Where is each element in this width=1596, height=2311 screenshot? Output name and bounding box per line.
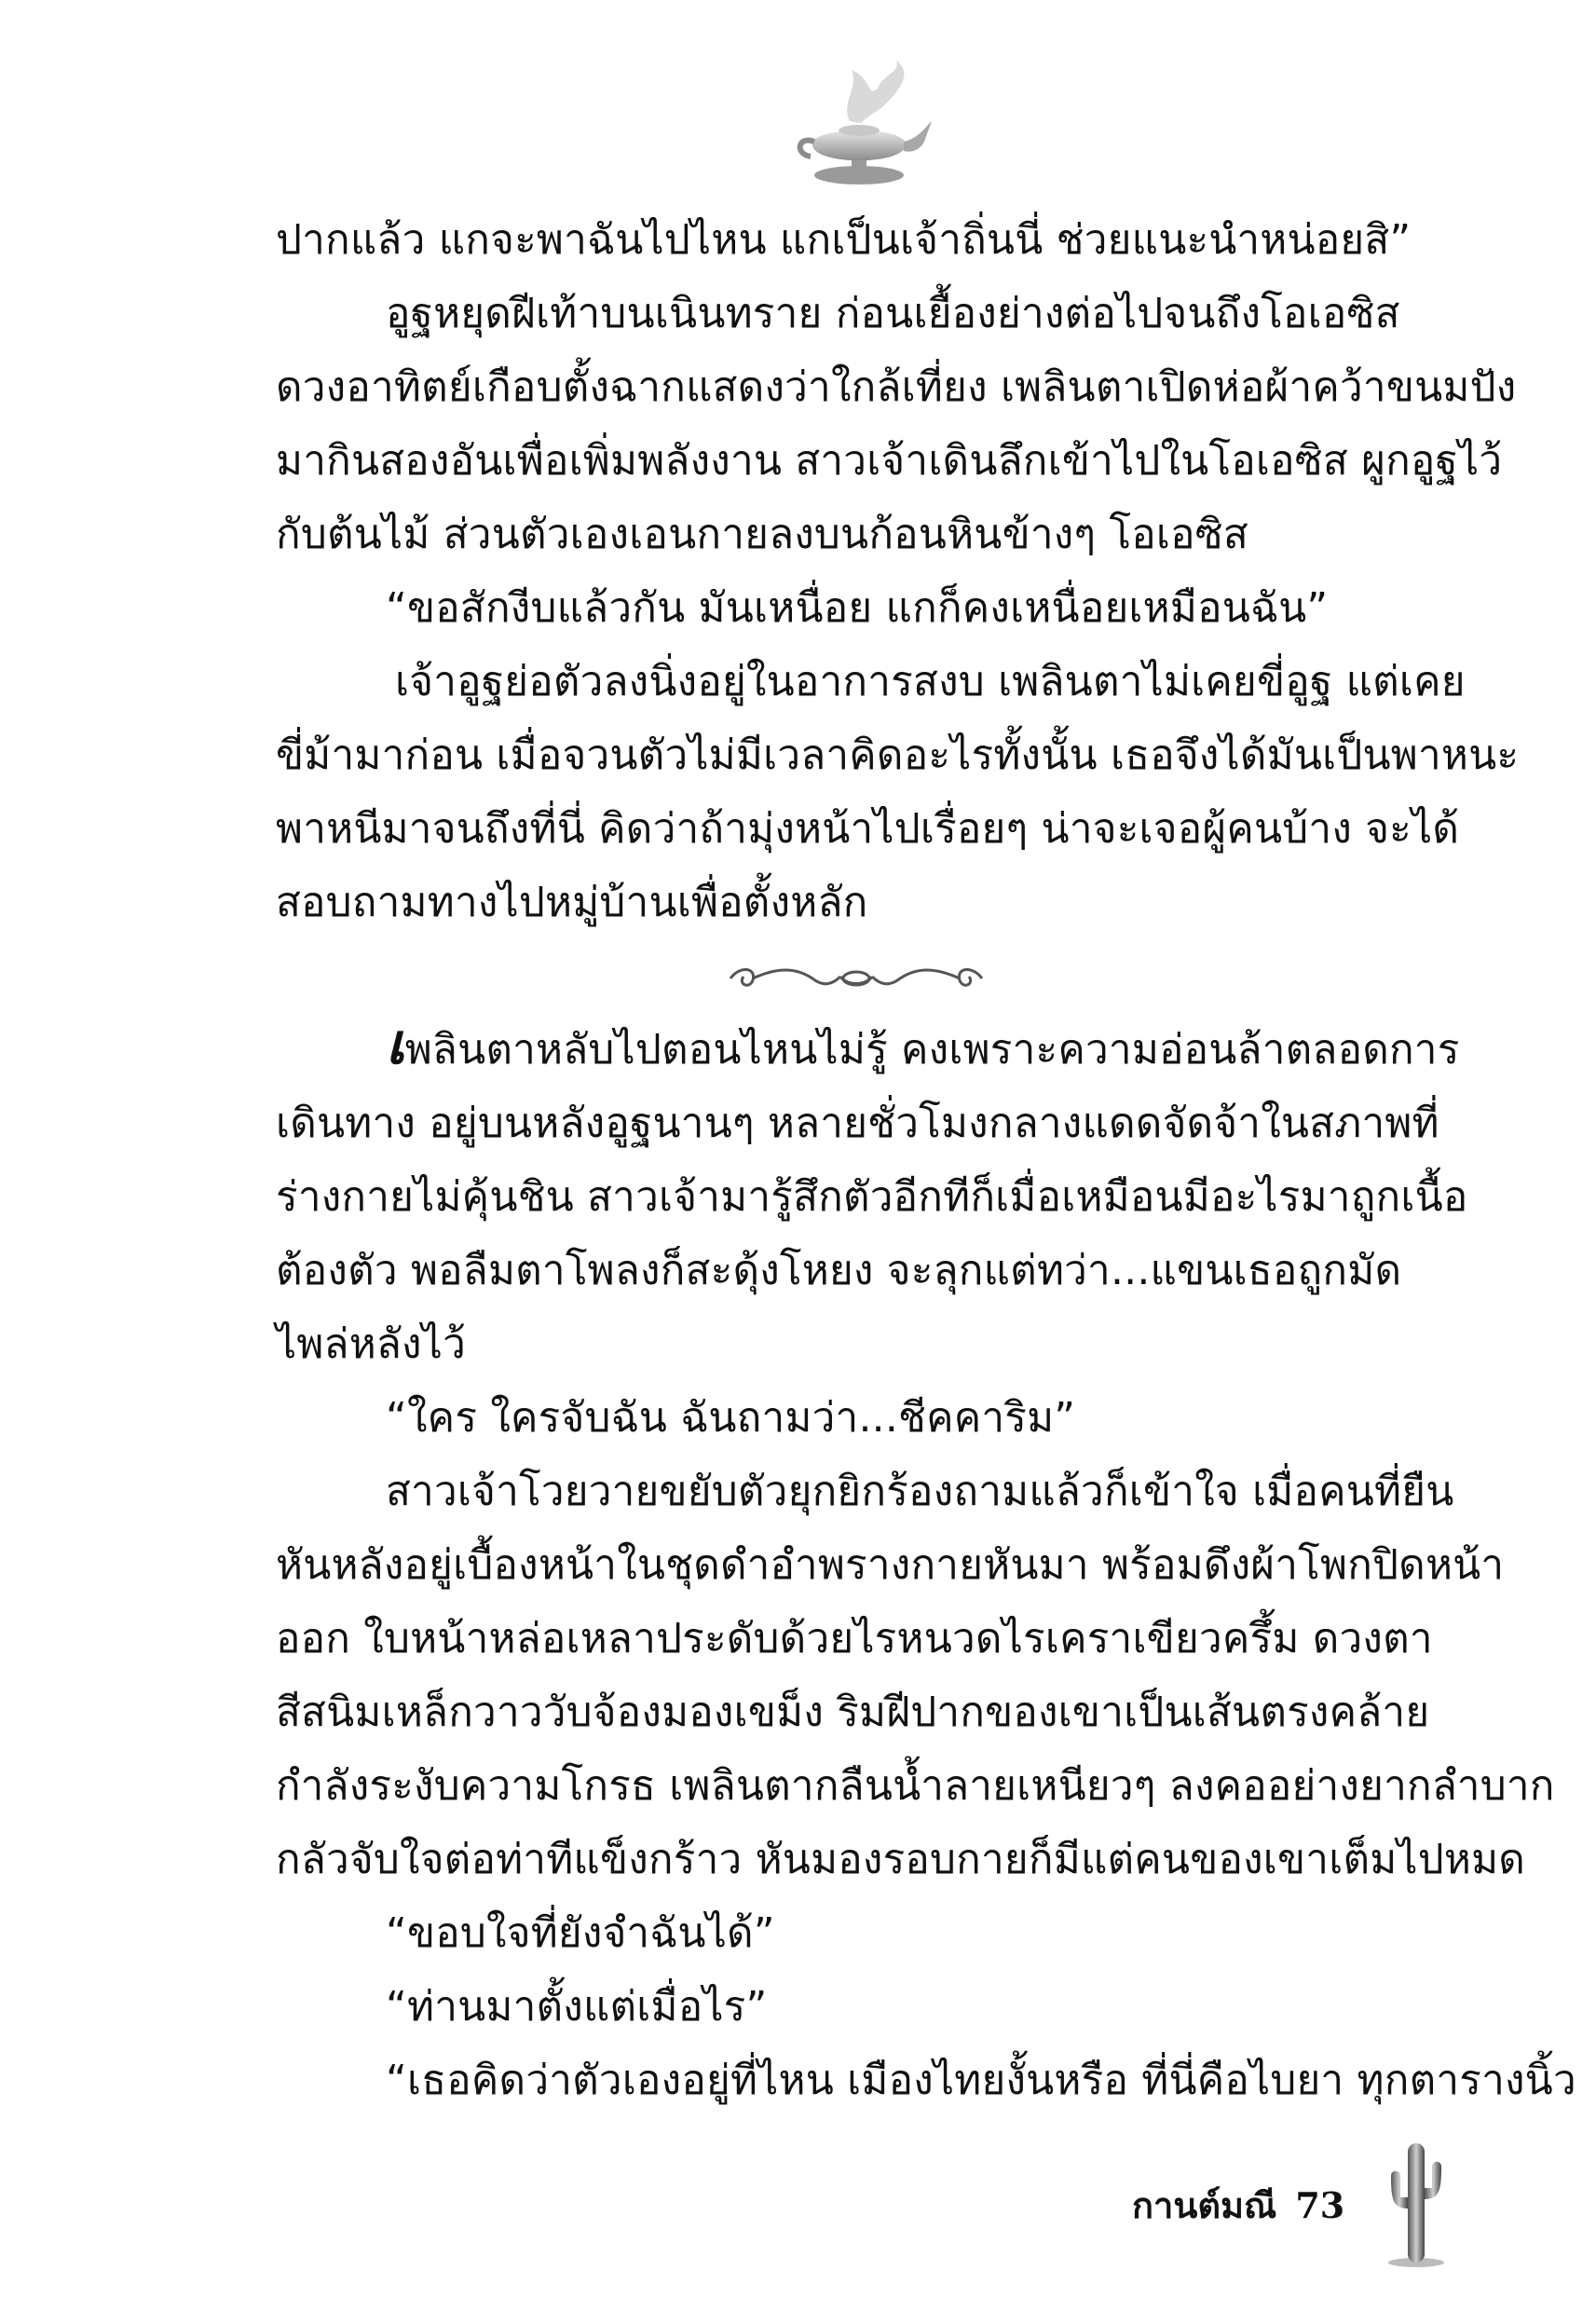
text-line: สาวเจ้าโวยวายขยับตัวยุกยิกร้องถามแล้วก็เข้าใจ เมื่อคนที่ยืน — [386, 1468, 1454, 1515]
text-line: ออก ใบหน้าหล่อเหลาประดับด้วยไรหนวดไรเคราเขียวครึ้ม ดวงตา — [276, 1615, 1433, 1662]
text-line: มากินสองอันเพื่อเพิ่มพลังงาน สาวเจ้าเดินลึกเข้าไปในโอเอซิส ผูกอูฐไว้ — [276, 437, 1503, 485]
text-line: “ใคร ใครจับฉัน ฉันถามว่า...ชีคคาริม” — [386, 1394, 1076, 1442]
text-line: “ท่านมาตั้งแต่เมื่อไร” — [386, 1983, 768, 2031]
text-line: ไพล่หลังไว้ — [276, 1320, 466, 1368]
section-divider — [276, 939, 1436, 1013]
text-line: พาหนีมาจนถึงที่นี่ คิดว่าถ้ามุ่งหน้าไปเรื่อยๆ น่าจะเจอผู้คนบ้าง จะได้ — [276, 805, 1460, 853]
cactus-icon — [1384, 2134, 1449, 2269]
text-line: กับต้นไม้ ส่วนตัวเองเอนกายลงบนก้อนหินข้างๆ โอเอซิส — [276, 511, 1248, 558]
page-footer — [1132, 2177, 1344, 2234]
text-line: หันหลังอยู่เบื้องหน้าในชุดดำอำพรางกายหันมา พร้อมดึงผ้าโพกปิดหน้า — [276, 1541, 1505, 1589]
text-line: กำลังระงับความโกรธ เพลินตากลืนน้ำลายเหนียวๆ ลงคออย่างยากลำบาก — [276, 1762, 1555, 1810]
text-line: เดินทาง อยู่บนหลังอูฐนานๆ หลายชั่วโมงกลางแดดจัดจ้าในสภาพที่ — [276, 1100, 1439, 1147]
text-line: ร่างกายไม่คุ้นชิน สาวเจ้ามารู้สึกตัวอีกทีก็เมื่อเหมือนมีอะไรมาถูกเนื้อ — [276, 1173, 1468, 1221]
text-line: สอบถามทางไปหมู่บ้านเพื่อตั้งหลัก — [276, 879, 868, 926]
text-line: อูฐหยุดฝีเท้าบนเนินทราย ก่อนเยื้องย่างต่อไปจนถึงโอเอซิส — [386, 290, 1400, 337]
text-line: “เธอคิดว่าตัวเองอยู่ที่ไหน เมืองไทยงั้นหรือ ที่นี่คือไบยา ทุกตารางนิ้ว — [386, 2057, 1576, 2104]
flourish-divider-icon — [721, 958, 991, 995]
text-line: “ขอสักงีบแล้วกัน มันเหนื่อย แกก็คงเหนื่อยเหมือนฉัน” — [386, 584, 1329, 632]
book-title: กานต์มณี — [1132, 2184, 1277, 2226]
text-line: เจ้าอูฐย่อตัวลงนิ่งอยู่ในอาการสงบ เพลินตาไม่เคยขี่อูฐ แต่เคย — [395, 658, 1466, 705]
text-line: ต้องตัว พอลืมตาโพลงก็สะดุ้งโหยง จะลุกแต่ทว่า...แขนเธอถูกมัด — [276, 1247, 1402, 1294]
text-line: กลัวจับใจต่อท่าทีแข็งกร้าว หันมองรอบกายก็มีแต่คนของเขาเต็มไปหมด — [276, 1836, 1526, 1883]
magic-lamp-icon — [784, 56, 934, 196]
text-line: ขี่ม้ามาก่อน เมื่อจวนตัวไม่มีเวลาคิดอะไรทั้งนั้น เธอจึงได้มันเป็นพาหนะ — [276, 732, 1520, 779]
text-line — [276, 1012, 1460, 1087]
text-line: “ขอบใจที่ยังจำฉันได้” — [386, 1909, 775, 1957]
text-line: สีสนิมเหล็กวาววับจ้องมองเขม็ง ริมฝีปากของเขาเป็นเส้นตรงคล้าย — [276, 1689, 1430, 1736]
text-line: ดวงอาทิตย์เกือบตั้งฉากแสดงว่าใกล้เที่ยง เพลินตาเปิดห่อผ้าคว้าขนมปัง — [276, 363, 1517, 411]
text-line: ปากแล้ว แกจะพาฉันไปไหน แกเป็นเจ้าถิ่นนี่ ช่วยแนะนำหน่อยสิ” — [276, 216, 1412, 264]
drop-cap: เ — [386, 1012, 405, 1077]
page-number: 73 — [1295, 2184, 1345, 2226]
text-line-rest: พลินตาหลับไปตอนไหนไม่รู้ คงเพราะความอ่อนล้าตลอดการ — [404, 1026, 1460, 1073]
body-text — [276, 203, 1576, 2117]
